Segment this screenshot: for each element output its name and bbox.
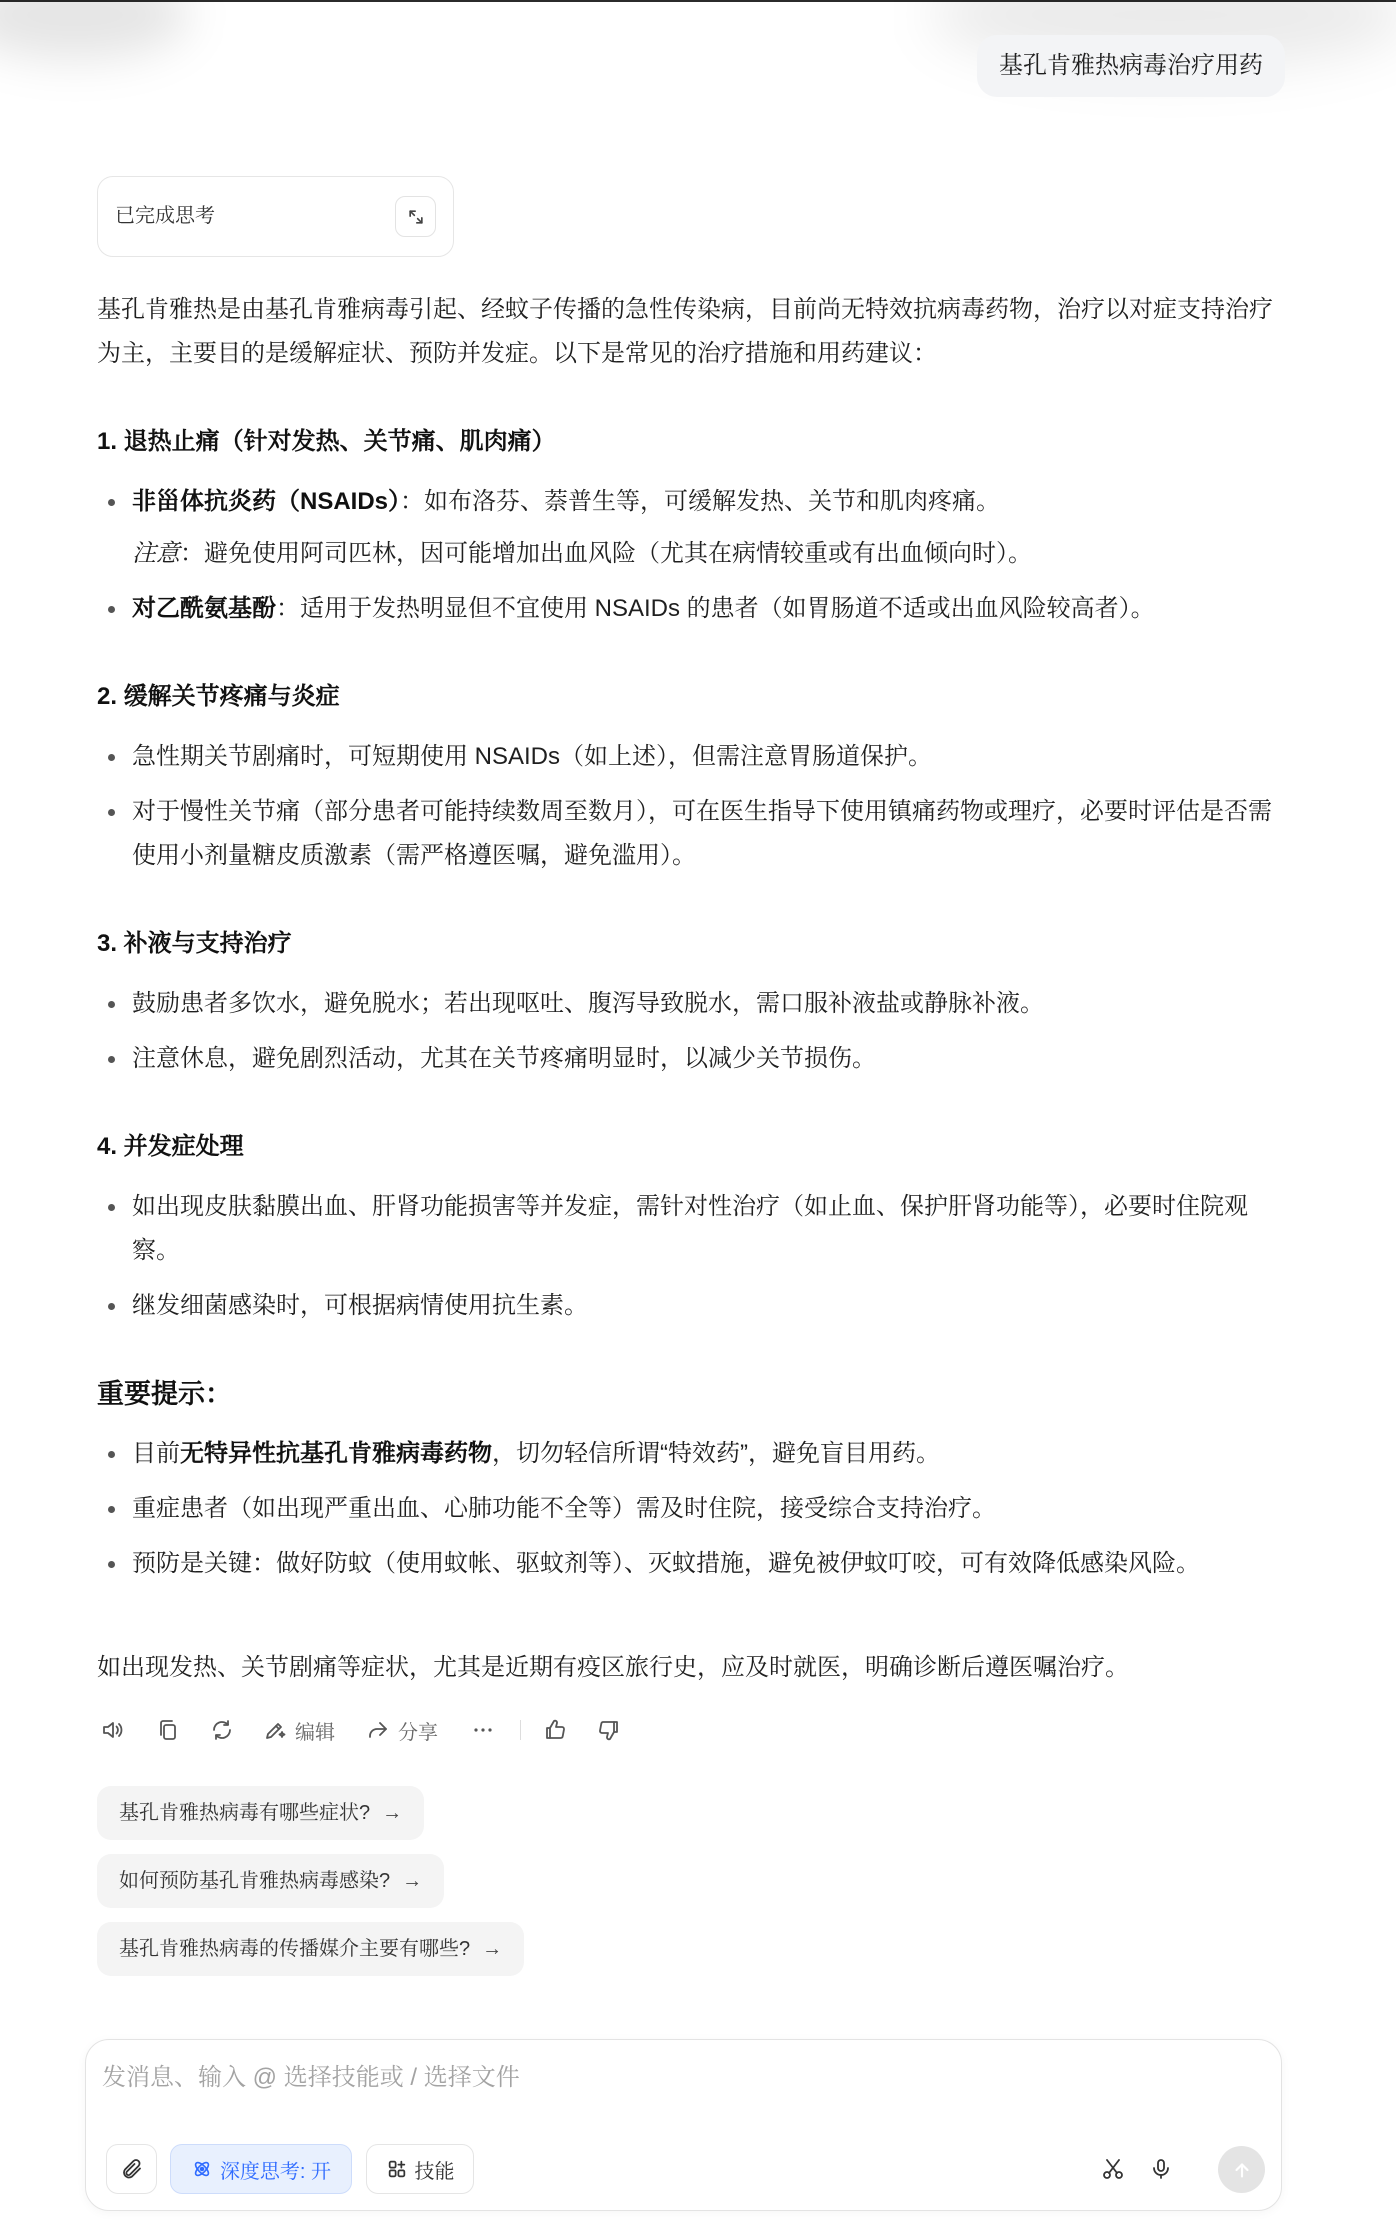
expand-icon [406,207,426,227]
assistant-response [97,176,1287,1976]
list-item-text: ：适用于发热明显但不宜使用 NSAIDs 的患者（如胃肠道不适或出血风险较高者）。 [276,595,1155,622]
intro-paragraph: 基孔肯雅热是由基孔肯雅病毒引起、经蚊子传播的急性传染病，目前尚无特效抗病毒药物，治疗以对症支持治疗为主，主要目的是缓解症状、预防并发症。以下是常见的治疗措施和用药建议： [97,296,1273,367]
section-heading: 1. 退热止痛（针对发热、关节痛、肌肉痛） [97,428,556,455]
list-item: 如出现皮肤黏膜出血、肝肾功能损害等并发症，需针对性治疗（如止血、保护肝肾功能等），必要时住院观察。 [97,1185,1287,1273]
voice-input-button[interactable] [1149,2157,1173,2181]
skills-grid-icon [386,2158,408,2180]
read-aloud-button[interactable] [100,1718,124,1742]
suggestion-chip[interactable] [97,1922,524,1976]
bullet-list [97,982,1287,1081]
scissors-icon [1101,2157,1125,2181]
list-item [97,587,1287,631]
list-item-text: ：如布洛芬、萘普生等，可缓解发热、关节和肌肉疼痛。 [400,488,1001,515]
suggestion-chip[interactable] [97,1786,424,1840]
message-input[interactable] [102,2056,1252,2102]
action-divider [520,1720,521,1740]
atom-icon [191,2158,213,2180]
speaker-icon [100,1718,124,1742]
like-button[interactable] [543,1718,567,1742]
attach-button[interactable] [106,2144,157,2194]
skills-label: 技能 [414,2160,455,2183]
suggestion-text: 基孔肯雅热病毒有哪些症状? [119,1802,371,1824]
copy-button[interactable] [156,1718,180,1742]
deep-think-toggle[interactable] [170,2144,352,2194]
closing-paragraph: 如出现发热、关节剧痛等症状，尤其是近期有疫区旅行史，应及时就医，明确诊断后遵医嘱治疗。 [97,1654,1129,1681]
section-heading: 3. 补液与支持治疗 [97,930,292,957]
copy-icon [156,1718,180,1742]
note-label: 注意 [132,540,180,567]
share-icon [366,1718,390,1742]
emphasis-text: 无特异性抗基孔肯雅病毒药物 [180,1440,492,1467]
drug-name: 对乙酰氨基酚 [132,595,276,622]
edit-label: 编辑 [295,1721,335,1744]
list-item: 对于慢性关节痛（部分患者可能持续数周至数月），可在医生指导下使用镇痛药物或理疗，必要时评估是否需使用小剂量糖皮质激素（需严格遵医嘱，避免滥用）。 [97,790,1287,878]
paperclip-icon [120,2157,144,2181]
dislike-button[interactable] [597,1718,621,1742]
edit-icon [263,1718,287,1742]
note [132,532,1287,576]
more-button[interactable] [471,1718,495,1742]
regenerate-button[interactable] [210,1718,234,1742]
list-item-text: ，切勿轻信所谓“特效药”，避免盲目用药。 [492,1440,940,1467]
bullet-list [97,1185,1287,1328]
more-icon [471,1718,495,1742]
suggested-questions [97,1786,1287,1976]
list-item: 急性期关节剧痛时，可短期使用 NSAIDs（如上述），但需注意胃肠道保护。 [97,735,1287,779]
suggestion-text: 基孔肯雅热病毒的传播媒介主要有哪些? [119,1938,471,1960]
arrow-right-icon: → [402,1870,423,1892]
list-item: 继发细菌感染时，可根据病情使用抗生素。 [97,1284,1287,1328]
list-item: 预防是关键：做好防蚊（使用蚊帐、驱蚊剂等）、灭蚊措施，避免被伊蚊叮咬，可有效降低感染风险。 [97,1542,1287,1586]
arrow-right-icon: → [382,1802,403,1824]
note-text: ：避免使用阿司匹林，因可能增加出血风险（尤其在病情较重或有出血倾向时）。 [180,540,1032,567]
bullet-list [97,480,1287,631]
refresh-icon [210,1718,234,1742]
list-item: 注意休息，避免剧烈活动，尤其在关节疼痛明显时，以减少关节损伤。 [97,1037,1287,1081]
send-button[interactable] [1218,2146,1265,2193]
section-heading: 2. 缓解关节疼痛与炎症 [97,683,340,710]
thumbs-down-icon [597,1718,621,1742]
share-label: 分享 [398,1721,438,1744]
decorative-shadow [0,0,190,60]
thinking-label: 已完成思考 [115,205,215,227]
section-heading: 4. 并发症处理 [97,1133,244,1160]
send-arrow-icon [1231,2159,1253,2181]
list-item: 重症患者（如出现严重出血、心肺功能不全等）需及时住院，接受综合支持治疗。 [97,1487,1287,1531]
skills-button[interactable] [366,2144,474,2194]
mic-icon [1149,2157,1173,2181]
thinking-panel[interactable] [97,176,454,257]
list-item [97,1432,1287,1476]
screenshot-button[interactable] [1101,2157,1125,2181]
bullet-list [97,735,1287,878]
list-item [97,480,1287,576]
suggestion-text: 如何预防基孔肯雅热病毒感染? [119,1870,391,1892]
message-composer [85,2039,1282,2211]
bullet-list [97,1432,1287,1586]
important-heading: 重要提示： [97,1379,232,1409]
edit-button[interactable] [263,1718,335,1742]
list-item-text: 目前 [132,1440,180,1467]
drug-name: 非甾体抗炎药（NSAIDs） [132,488,401,515]
share-button[interactable] [366,1718,438,1742]
list-item: 鼓励患者多饮水，避免脱水；若出现呕吐、腹泻导致脱水，需口服补液盐或静脉补液。 [97,982,1287,1026]
user-message-bubble: 基孔肯雅热病毒治疗用药 [977,35,1285,97]
message-action-bar [97,1710,1287,1750]
arrow-right-icon: → [482,1938,503,1960]
deep-think-label: 深度思考: 开 [219,2160,332,2183]
expand-thinking-button[interactable] [395,196,436,237]
thumbs-up-icon [543,1718,567,1742]
suggestion-chip[interactable] [97,1854,444,1908]
